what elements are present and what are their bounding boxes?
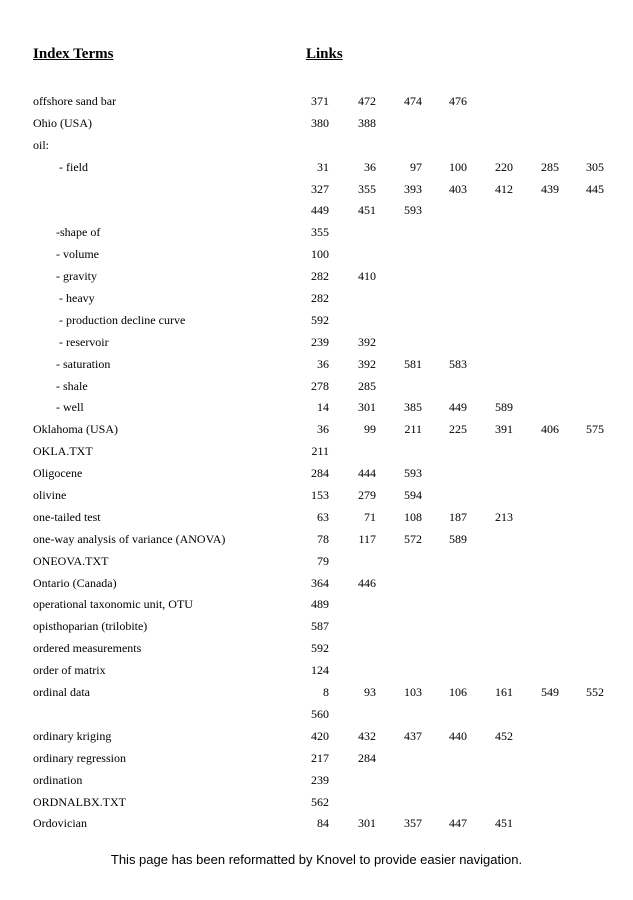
page-link[interactable]: 452	[495, 728, 513, 743]
index-row	[0, 222, 633, 244]
page-link[interactable]: 108	[404, 509, 422, 524]
index-term: oil:	[33, 137, 50, 152]
index-terms-heading: Index Terms	[33, 46, 114, 62]
page-link[interactable]: 285	[541, 159, 559, 174]
page-link[interactable]: 279	[358, 488, 376, 503]
index-row	[0, 419, 633, 441]
page-link[interactable]: 106	[449, 685, 467, 700]
page-link[interactable]: 562	[311, 794, 329, 809]
index-row	[0, 616, 633, 638]
index-term: offshore sand bar	[33, 94, 117, 108]
index-row	[0, 397, 633, 419]
page-link[interactable]: 392	[358, 356, 376, 371]
page-link[interactable]: 71	[364, 509, 376, 524]
page-link[interactable]: 451	[358, 203, 376, 218]
index-row	[0, 726, 633, 748]
page-link[interactable]: 451	[495, 816, 513, 831]
index-row	[0, 638, 633, 660]
index-term: - well	[56, 400, 84, 415]
page-link[interactable]: 592	[311, 312, 329, 327]
page-link[interactable]: 589	[495, 400, 513, 415]
index-term: Ontario (Canada)	[33, 575, 117, 590]
page-link[interactable]: 371	[311, 94, 329, 108]
page-link[interactable]: 476	[449, 94, 467, 108]
page-link[interactable]: 161	[495, 685, 513, 700]
index-row	[0, 135, 633, 157]
index-term: ordinary kriging	[33, 728, 112, 743]
page-link[interactable]: 220	[495, 159, 513, 174]
page-link[interactable]: 489	[311, 597, 329, 612]
page-link[interactable]: 117	[358, 531, 376, 546]
index-table	[0, 91, 633, 835]
index-row	[0, 813, 633, 835]
index-row	[0, 573, 633, 595]
index-row	[0, 376, 633, 398]
page-link[interactable]: 100	[449, 159, 467, 174]
index-row	[0, 748, 633, 770]
links-heading: Links	[306, 46, 343, 62]
page-link[interactable]: 583	[449, 356, 467, 371]
index-term: OKLA.TXT	[33, 444, 93, 459]
page-link[interactable]: 36	[317, 422, 329, 437]
index-row	[0, 463, 633, 485]
index-row	[0, 244, 633, 266]
page-link[interactable]: 211	[311, 444, 329, 459]
index-term: order of matrix	[33, 663, 106, 678]
index-term: - saturation	[56, 356, 111, 371]
index-row	[0, 594, 633, 616]
index-term: - field	[59, 159, 88, 174]
page-link[interactable]: 549	[541, 685, 559, 700]
page-link[interactable]: 187	[449, 509, 467, 524]
index-term: ONEOVA.TXT	[33, 553, 109, 568]
page-link[interactable]: 103	[404, 685, 422, 700]
page-link[interactable]: 446	[358, 575, 376, 590]
page-link[interactable]: 581	[404, 356, 422, 371]
index-row	[0, 529, 633, 551]
page-link[interactable]: 575	[586, 422, 604, 437]
index-row	[0, 354, 633, 376]
page-link[interactable]: 355	[311, 225, 329, 240]
page-link[interactable]: 403	[449, 181, 467, 196]
page-link[interactable]: 84	[317, 816, 329, 831]
page-link[interactable]: 78	[317, 531, 329, 546]
index-term: - volume	[56, 247, 99, 262]
index-term: Ohio (USA)	[33, 115, 92, 130]
page-link[interactable]: 449	[311, 203, 329, 218]
page-link[interactable]: 225	[449, 422, 467, 437]
page-link[interactable]: 99	[364, 422, 376, 437]
index-row	[0, 682, 633, 704]
page-link[interactable]: 100	[311, 247, 329, 262]
page-link[interactable]: 284	[358, 750, 376, 765]
page-link[interactable]: 412	[495, 181, 513, 196]
page-link[interactable]: 392	[358, 334, 376, 349]
index-term: - reservoir	[59, 334, 109, 349]
page-link[interactable]: 420	[311, 728, 329, 743]
page-link[interactable]: 31	[317, 159, 329, 174]
index-term: Ordovician	[33, 816, 87, 831]
page-link[interactable]: 282	[311, 291, 329, 306]
index-term: operational taxonomic unit, OTU	[33, 597, 193, 612]
index-row	[0, 266, 633, 288]
page-link[interactable]: 449	[449, 400, 467, 415]
page-link[interactable]: 14	[317, 400, 329, 415]
page-link[interactable]: 385	[404, 400, 422, 415]
index-term: one-way analysis of variance (ANOVA)	[33, 531, 226, 546]
page-link[interactable]: 437	[404, 728, 422, 743]
page-link[interactable]: 63	[317, 509, 329, 524]
page-link[interactable]: 391	[495, 422, 513, 437]
page-link[interactable]: 301	[358, 400, 376, 415]
page-link[interactable]: 447	[449, 816, 467, 831]
page-link[interactable]: 239	[311, 772, 329, 787]
index-term: - production decline curve	[59, 312, 186, 327]
index-term: ordinary regression	[33, 750, 126, 765]
page-link[interactable]: 327	[311, 181, 329, 196]
page-link[interactable]: 278	[311, 378, 329, 393]
knovel-footer-note: This page has been reformatted by Knovel to provide easier navigation.	[110, 852, 523, 867]
page-link[interactable]: 93	[364, 685, 376, 700]
page-link[interactable]: 439	[541, 181, 559, 196]
page-link[interactable]: 364	[311, 575, 329, 590]
index-row	[0, 770, 633, 792]
index-row	[0, 704, 633, 726]
page-link[interactable]: 592	[311, 641, 329, 656]
page-link[interactable]: 444	[358, 466, 376, 481]
index-row	[0, 179, 633, 201]
page-link[interactable]: 217	[311, 750, 329, 765]
page-link[interactable]: 211	[404, 422, 422, 437]
index-row	[0, 332, 633, 354]
index-term: ordination	[33, 772, 83, 787]
page-link[interactable]: 284	[311, 466, 329, 481]
index-term: Oligocene	[33, 466, 83, 481]
index-term: ordered measurements	[33, 641, 142, 656]
page-link[interactable]: 124	[311, 663, 329, 678]
page-link[interactable]: 36	[317, 356, 329, 371]
index-term: - heavy	[59, 291, 95, 306]
page-link[interactable]: 213	[495, 509, 513, 524]
page-link[interactable]: 357	[404, 816, 422, 831]
index-term: - shale	[56, 378, 88, 393]
page-link[interactable]: 587	[311, 619, 329, 634]
page-link[interactable]: 282	[311, 269, 329, 284]
page-link[interactable]: 472	[358, 94, 376, 108]
page-link[interactable]: 285	[358, 378, 376, 393]
page-link[interactable]: 153	[311, 488, 329, 503]
page-link[interactable]: 406	[541, 422, 559, 437]
page-link[interactable]: 560	[311, 706, 329, 721]
index-term: ordinal data	[33, 685, 90, 700]
index-term: ORDNALBX.TXT	[33, 794, 126, 809]
page-link[interactable]: 79	[317, 553, 329, 568]
page-link[interactable]: 593	[404, 466, 422, 481]
page-link[interactable]: 393	[404, 181, 422, 196]
page-link[interactable]: 355	[358, 181, 376, 196]
page-link[interactable]: 445	[586, 181, 604, 196]
page-link[interactable]: 239	[311, 334, 329, 349]
page-link[interactable]: 388	[358, 115, 376, 130]
index-row	[0, 310, 633, 332]
page-link[interactable]: 432	[358, 728, 376, 743]
page-link[interactable]: 97	[410, 159, 422, 174]
index-row	[0, 91, 633, 113]
index-row	[0, 113, 633, 135]
page-link[interactable]: 301	[358, 816, 376, 831]
page-link[interactable]: 552	[586, 685, 604, 700]
index-row	[0, 288, 633, 310]
page-link[interactable]: 474	[404, 94, 422, 108]
page-link[interactable]: 440	[449, 728, 467, 743]
page-link[interactable]: 410	[358, 269, 376, 284]
index-row	[0, 507, 633, 529]
page-link[interactable]: 380	[311, 115, 329, 130]
index-term: - gravity	[56, 269, 97, 284]
page-link[interactable]: 572	[404, 531, 422, 546]
index-row	[0, 441, 633, 463]
page-link[interactable]: 589	[449, 531, 467, 546]
index-row	[0, 200, 633, 222]
page-link[interactable]: 36	[364, 159, 376, 174]
page-link[interactable]: 305	[586, 159, 604, 174]
index-row	[0, 660, 633, 682]
index-term: -shape of	[56, 225, 101, 240]
index-term: olivine	[33, 488, 67, 503]
page-link[interactable]: 8	[323, 685, 329, 700]
index-row	[0, 792, 633, 814]
page-link[interactable]: 593	[404, 203, 422, 218]
page-link[interactable]: 594	[404, 488, 422, 503]
index-row	[0, 551, 633, 573]
index-term: opisthoparian (trilobite)	[33, 619, 148, 634]
index-row	[0, 485, 633, 507]
index-term: Oklahoma (USA)	[33, 422, 118, 437]
index-row	[0, 157, 633, 179]
index-term: one-tailed test	[33, 509, 101, 524]
